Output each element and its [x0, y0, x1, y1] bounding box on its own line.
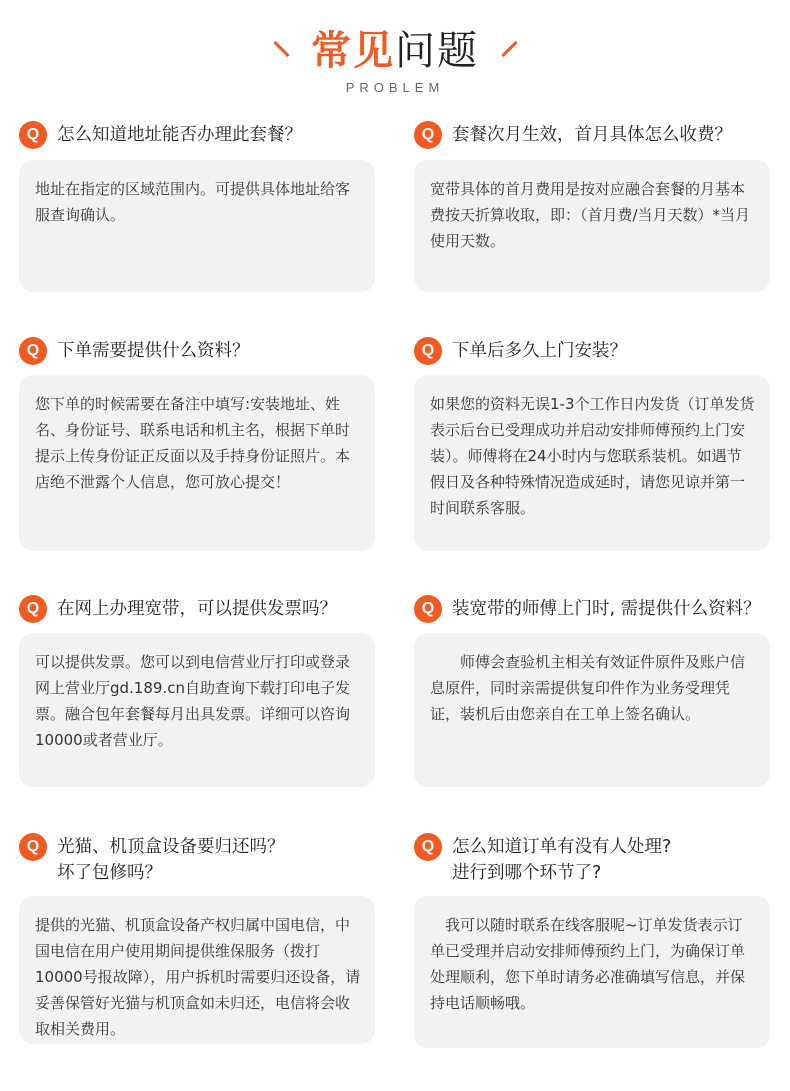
faq-question	[414, 594, 770, 624]
faq-item	[414, 594, 770, 723]
question-icon: Q	[19, 121, 47, 149]
faq-answer: 提供的光猫、机顶盒设备产权归属中国电信，中国电信在用户使用期间提供维保服务（拨打10000号报故障），用户拆机时需要归还设备，请妥善保管好光猫与机顶盒如未归还，电信将会收取相关费用。	[19, 896, 375, 1044]
faq-item	[19, 120, 375, 224]
faq-question-text: 套餐次月生效，首月具体怎么收费？	[452, 125, 732, 145]
faq-question-text: 光猫、机顶盒设备要归还吗？	[57, 837, 285, 857]
faq-item	[19, 594, 375, 749]
faq-item	[414, 832, 770, 1012]
faq-answer: 宽带具体的首月费用是按对应融合套餐的月基本费按天折算收取，即：（首月费/当月天数）*当月使用天数。	[414, 160, 770, 292]
faq-question-text: 怎么知道订单有没有人处理?	[452, 837, 672, 857]
question-icon: Q	[414, 833, 442, 861]
faq-answer: 您下单的时候需要在备注中填写:安装地址、姓名、身份证号、联系电话和机主名，根据下单时提示上传身份证正反面以及手持身份证照片。本店绝不泄露个人信息，您可放心提交！	[19, 375, 375, 551]
faq-answer: 我可以随时联系在线客服呢~订单发货表示订单已受理并启动安排师傅预约上门，为确保订单处理顺利，您下单时请务必准确填写信息，并保持电话顺畅哦。	[414, 896, 770, 1048]
question-icon: Q	[414, 337, 442, 365]
faq-question-text: 下单后多久上门安装？	[452, 341, 627, 361]
faq-item	[19, 832, 375, 1038]
faq-answer: 如果您的资料无误1-3个工作日内发货（订单发货表示后台已受理成功并启动安排师傅预约上门安装）。师傅将在24小时内与您联系装机。如遇节假日及各种特殊情况造成延时，请您见谅并第一时间联系客服。	[414, 375, 770, 551]
page-header	[0, 22, 790, 102]
question-icon: Q	[19, 337, 47, 365]
page-title	[0, 22, 790, 80]
faq-item	[19, 336, 375, 491]
question-icon: Q	[19, 833, 47, 861]
faq-item	[414, 120, 770, 250]
faq-question-text: 怎么知道地址能否办理此套餐？	[57, 125, 302, 145]
faq-question-text: 装宽带的师傅上门时, 需提供什么资料？	[452, 599, 761, 619]
faq-answer: 师傅会查验机主相关有效证件原件及账户信息原件，同时亲需提供复印件作为业务受理凭证，装机后由您亲自在工单上签名确认。	[414, 633, 770, 787]
faq-answer: 可以提供发票。您可以到电信营业厅打印或登录网上营业厅gd.189.cn自助查询下载打印电子发票。融合包年套餐每月出具发票。详细可以咨询10000或者营业厅。	[19, 633, 375, 787]
faq-question-text: 在网上办理宽带，可以提供发票吗？	[57, 599, 337, 619]
faq-question	[19, 120, 375, 150]
faq-question-text: 坏了包修吗？	[57, 863, 162, 883]
page-title-highlight: 常见	[311, 28, 395, 74]
faq-question	[19, 594, 375, 624]
page-subtitle: PROBLEM	[345, 80, 445, 95]
question-icon: Q	[414, 595, 442, 623]
faq-question	[414, 120, 770, 150]
faq-question-text: 进行到哪个环节了?	[452, 863, 602, 883]
faq-question	[19, 336, 375, 366]
question-icon: Q	[414, 121, 442, 149]
faq-question-text: 下单需要提供什么资料？	[57, 341, 250, 361]
question-icon: Q	[19, 595, 47, 623]
faq-question	[19, 832, 375, 886]
faq-question	[414, 336, 770, 366]
faq-answer: 地址在指定的区域范围内。可提供具体地址给客服查询确认。	[19, 160, 375, 292]
faq-question	[414, 832, 770, 886]
page-title-rest: 问题	[395, 28, 479, 74]
faq-item	[414, 336, 770, 517]
